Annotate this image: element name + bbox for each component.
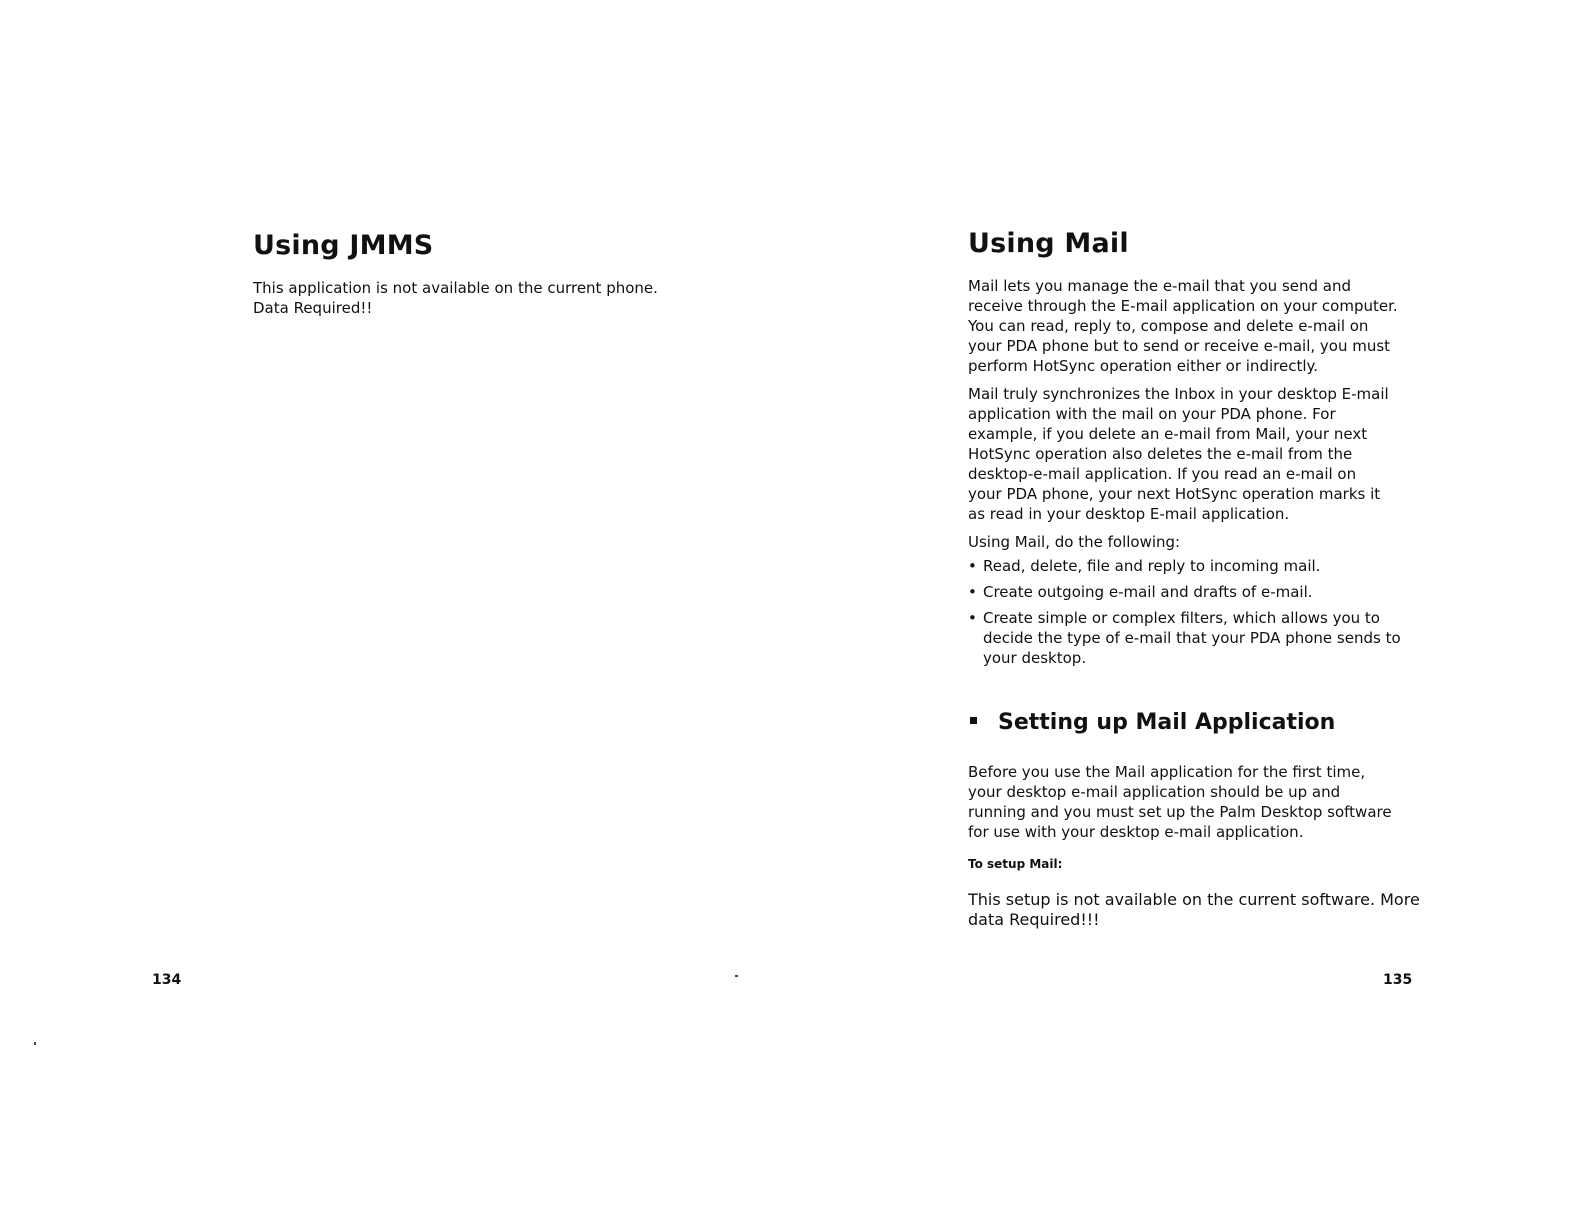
setup-note [968, 890, 1438, 930]
scan-speck [735, 975, 738, 977]
text-line: running and you must set up the Palm Desktop software [968, 803, 1392, 821]
procedure-label: To setup Mail: [968, 857, 1063, 871]
section-heading-text: Setting up Mail Application [998, 710, 1336, 735]
text-line: data Required!!! [968, 910, 1100, 929]
text-line: perform HotSync operation either or indirectly. [968, 357, 1318, 375]
text-line: for use with your desktop e-mail application. [968, 823, 1304, 841]
text-line: Create outgoing e-mail and drafts of e-mail. [983, 583, 1313, 601]
text-line: This application is not available on the current phone. [253, 279, 658, 297]
text-line: decide the type of e-mail that your PDA phone sends to [983, 629, 1401, 647]
text-line: HotSync operation also deletes the e-mail from the [968, 445, 1353, 463]
bullet-icon: • [968, 583, 977, 601]
text-line: Data Required!! [253, 299, 373, 317]
text-line: Create simple or complex filters, which allows you to [983, 609, 1380, 627]
scan-speck [34, 1042, 36, 1045]
page-title-jmms: Using JMMS [253, 230, 434, 261]
text-line: Before you use the Mail application for the first time, [968, 763, 1366, 781]
mail-usage-intro: Using Mail, do the following: [968, 533, 1181, 551]
bullet-icon: • [968, 609, 977, 627]
mail-feature-list [968, 556, 1438, 668]
setup-paragraph [968, 762, 1438, 842]
square-bullet-icon [970, 717, 977, 724]
text-line: Mail truly synchronizes the Inbox in your desktop E-mail [968, 385, 1389, 403]
left-page-content [253, 228, 733, 326]
jmms-body-text [253, 278, 733, 318]
text-line: your PDA phone but to send or receive e-mail, you must [968, 337, 1391, 355]
text-line: your desktop e-mail application should be up and [968, 783, 1341, 801]
right-page-content [968, 226, 1438, 938]
text-line: Mail lets you manage the e-mail that you send and [968, 277, 1351, 295]
text-line: Read, delete, file and reply to incoming mail. [983, 557, 1321, 575]
mail-sync-paragraph [968, 384, 1438, 524]
list-item [968, 556, 1438, 576]
text-line: desktop-e-mail application. If you read an e-mail on [968, 465, 1357, 483]
text-line: receive through the E-mail application on your computer. [968, 297, 1398, 315]
text-line: application with the mail on your PDA phone. For [968, 405, 1336, 423]
list-item [968, 582, 1438, 602]
right-page [792, 0, 1584, 1224]
section-heading-setup [968, 708, 1438, 738]
text-line: as read in your desktop E-mail application. [968, 505, 1290, 523]
page-number-right: 135 [1383, 972, 1413, 988]
text-line: You can read, reply to, compose and delete e-mail on [968, 317, 1369, 335]
text-line: your PDA phone, your next HotSync operation marks it [968, 485, 1381, 503]
page-number-left: 134 [152, 972, 182, 988]
text-line: example, if you delete an e-mail from Mail, your next [968, 425, 1368, 443]
text-line: This setup is not available on the current software. More [968, 890, 1420, 909]
text-line: your desktop. [983, 649, 1087, 667]
mail-intro-paragraph [968, 276, 1438, 376]
page-title-mail: Using Mail [968, 228, 1129, 259]
list-item [968, 608, 1438, 668]
bullet-icon: • [968, 557, 977, 575]
